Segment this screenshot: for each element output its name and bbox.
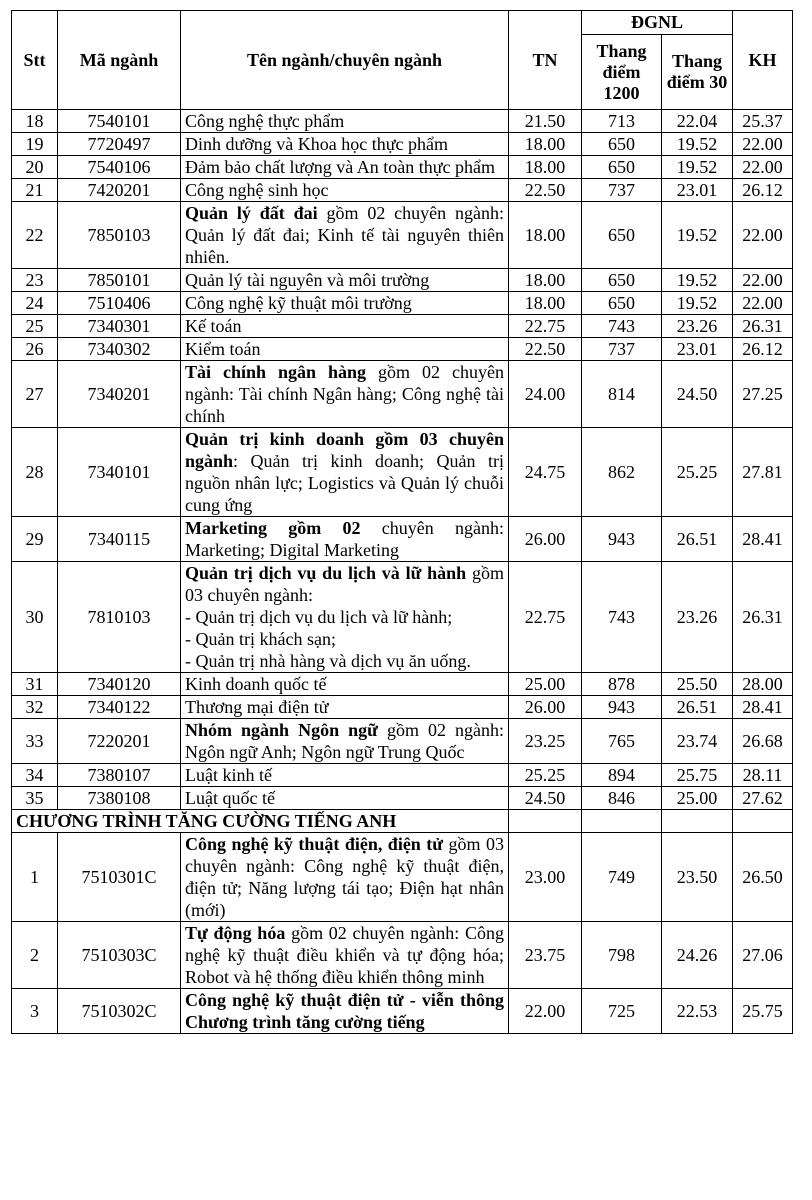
header-kh: KH — [733, 11, 793, 110]
stt-cell: 24 — [12, 292, 58, 315]
table-row — [12, 338, 793, 361]
table-row — [12, 133, 793, 156]
tn-score-cell: 22.50 — [509, 338, 582, 361]
dgnl-1200-cell: 943 — [582, 696, 662, 719]
dgnl-30-cell: 26.51 — [662, 517, 733, 562]
program-name-text: Quản lý tài nguyên và môi trường — [185, 270, 430, 290]
ten-nganh-cell — [181, 110, 509, 133]
dgnl-1200-cell: 725 — [582, 989, 662, 1034]
tn-score-cell: 18.00 — [509, 292, 582, 315]
ma-nganh-cell: 7510406 — [58, 292, 181, 315]
program-name-text: Công nghệ kỹ thuật môi trường — [185, 293, 412, 313]
table-row — [12, 833, 793, 922]
kh-score-cell: 22.00 — [733, 156, 793, 179]
section-row — [12, 810, 793, 833]
dgnl-1200-cell: 713 — [582, 110, 662, 133]
tn-score-cell: 22.75 — [509, 315, 582, 338]
ma-nganh-cell: 7340302 — [58, 338, 181, 361]
empty-cell — [662, 810, 733, 833]
dgnl-1200-cell: 737 — [582, 179, 662, 202]
ten-nganh-cell — [181, 673, 509, 696]
header-thang-diem-1200: Thang điểm 1200 — [582, 35, 662, 110]
ma-nganh-cell: 7340122 — [58, 696, 181, 719]
stt-cell: 23 — [12, 269, 58, 292]
ma-nganh-cell: 7540106 — [58, 156, 181, 179]
program-name-text: gồm 02 chuyên ngành: Quản lý đất đai; Kinh tế tài nguyên thiên nhiên. — [185, 203, 504, 267]
tn-score-cell: 18.00 — [509, 156, 582, 179]
table-header — [12, 11, 793, 110]
tn-score-cell: 21.50 — [509, 110, 582, 133]
program-name-text: : Quản trị kinh doanh; Quản trị nguồn nhân lực; Logistics và Quản lý chuỗi cung ứng — [185, 451, 504, 515]
ten-nganh-cell — [181, 269, 509, 292]
ma-nganh-cell: 7540101 — [58, 110, 181, 133]
ten-nganh-cell — [181, 133, 509, 156]
dgnl-1200-cell: 846 — [582, 787, 662, 810]
table-body — [12, 110, 793, 1034]
empty-cell — [733, 810, 793, 833]
kh-score-cell: 26.68 — [733, 719, 793, 764]
program-name-text: chuyên ngành: Marketing; Digital Marketing — [185, 518, 505, 560]
dgnl-1200-cell: 749 — [582, 833, 662, 922]
dgnl-1200-cell: 743 — [582, 562, 662, 673]
ten-nganh-cell — [181, 179, 509, 202]
empty-cell — [509, 810, 582, 833]
table-row — [12, 110, 793, 133]
kh-score-cell: 22.00 — [733, 269, 793, 292]
program-name-bold: Quản lý đất đai — [185, 203, 318, 223]
dgnl-30-cell: 23.26 — [662, 315, 733, 338]
dgnl-30-cell: 19.52 — [662, 202, 733, 269]
program-name-text: Đảm bảo chất lượng và An toàn thực phẩm — [185, 157, 495, 177]
tn-score-cell: 18.00 — [509, 202, 582, 269]
table-row — [12, 361, 793, 428]
dgnl-30-cell: 19.52 — [662, 292, 733, 315]
table-row — [12, 787, 793, 810]
dgnl-30-cell: 25.75 — [662, 764, 733, 787]
dgnl-1200-cell: 765 — [582, 719, 662, 764]
kh-score-cell: 25.75 — [733, 989, 793, 1034]
stt-cell: 22 — [12, 202, 58, 269]
table-row — [12, 719, 793, 764]
stt-cell: 3 — [12, 989, 58, 1034]
dgnl-30-cell: 19.52 — [662, 133, 733, 156]
program-name-bold: Nhóm ngành Ngôn ngữ — [185, 720, 378, 740]
kh-score-cell: 22.00 — [733, 292, 793, 315]
dgnl-30-cell: 25.25 — [662, 428, 733, 517]
program-name-bold: Quản trị kinh doanh gồm 03 chuyên ngành — [185, 429, 504, 471]
dgnl-1200-cell: 878 — [582, 673, 662, 696]
stt-cell: 29 — [12, 517, 58, 562]
section-title: CHƯƠNG TRÌNH TĂNG CƯỜNG TIẾNG ANH — [12, 810, 509, 833]
stt-cell: 25 — [12, 315, 58, 338]
kh-score-cell: 28.41 — [733, 696, 793, 719]
table-row — [12, 156, 793, 179]
tn-score-cell: 26.00 — [509, 517, 582, 562]
dgnl-1200-cell: 650 — [582, 133, 662, 156]
ten-nganh-cell — [181, 696, 509, 719]
stt-cell: 27 — [12, 361, 58, 428]
table-row — [12, 562, 793, 673]
dgnl-1200-cell: 650 — [582, 269, 662, 292]
kh-score-cell: 27.81 — [733, 428, 793, 517]
dgnl-30-cell: 22.53 — [662, 989, 733, 1034]
program-name-text: Kinh doanh quốc tế — [185, 674, 327, 694]
dgnl-1200-cell: 650 — [582, 202, 662, 269]
table-row — [12, 989, 793, 1034]
ten-nganh-cell — [181, 428, 509, 517]
header-dgnl: ĐGNL — [582, 11, 733, 35]
dgnl-30-cell: 23.26 — [662, 562, 733, 673]
stt-cell: 32 — [12, 696, 58, 719]
ma-nganh-cell: 7420201 — [58, 179, 181, 202]
program-name-bold: Công nghệ kỹ thuật điện, điện tử — [185, 834, 444, 854]
dgnl-30-cell: 24.50 — [662, 361, 733, 428]
program-name-bold: Marketing gồm 02 — [185, 518, 361, 538]
kh-score-cell: 26.31 — [733, 315, 793, 338]
kh-score-cell: 26.31 — [733, 562, 793, 673]
dgnl-1200-cell: 798 — [582, 922, 662, 989]
program-name-text: Công nghệ thực phẩm — [185, 111, 345, 131]
program-name-bold: Quản trị dịch vụ du lịch và lữ hành — [185, 563, 467, 583]
program-name-text: - Quản trị khách sạn; — [185, 629, 336, 649]
kh-score-cell: 28.11 — [733, 764, 793, 787]
dgnl-30-cell: 23.01 — [662, 338, 733, 361]
kh-score-cell: 26.12 — [733, 179, 793, 202]
dgnl-30-cell: 26.51 — [662, 696, 733, 719]
table-row — [12, 922, 793, 989]
tn-score-cell: 22.75 — [509, 562, 582, 673]
tn-score-cell: 22.00 — [509, 989, 582, 1034]
program-name-text: Luật quốc tế — [185, 788, 275, 808]
tn-score-cell: 23.25 — [509, 719, 582, 764]
program-name-bold: Công nghệ kỹ thuật điện tử - viễn thông Chương trình tăng cường tiếng — [185, 990, 504, 1032]
ten-nganh-cell — [181, 338, 509, 361]
table-row — [12, 202, 793, 269]
ma-nganh-cell: 7510303C — [58, 922, 181, 989]
program-name-text: Kiểm toán — [185, 339, 261, 359]
stt-cell: 1 — [12, 833, 58, 922]
program-name-text: Công nghệ sinh học — [185, 180, 329, 200]
ten-nganh-cell — [181, 787, 509, 810]
ten-nganh-cell — [181, 156, 509, 179]
kh-score-cell: 25.37 — [733, 110, 793, 133]
stt-cell: 26 — [12, 338, 58, 361]
dgnl-1200-cell: 862 — [582, 428, 662, 517]
program-name-text: gồm 03 chuyên ngành: — [185, 563, 504, 605]
program-name-text: Luật kinh tế — [185, 765, 272, 785]
dgnl-30-cell: 24.26 — [662, 922, 733, 989]
ma-nganh-cell: 7340120 — [58, 673, 181, 696]
program-name-text: Kế toán — [185, 316, 242, 336]
tn-score-cell: 24.50 — [509, 787, 582, 810]
admission-score-sheet — [11, 10, 793, 1034]
dgnl-30-cell: 25.50 — [662, 673, 733, 696]
table-row — [12, 764, 793, 787]
stt-cell: 28 — [12, 428, 58, 517]
kh-score-cell: 27.06 — [733, 922, 793, 989]
dgnl-1200-cell: 943 — [582, 517, 662, 562]
ten-nganh-cell — [181, 833, 509, 922]
stt-cell: 20 — [12, 156, 58, 179]
kh-score-cell: 22.00 — [733, 133, 793, 156]
program-name-text: Thương mại điện tử — [185, 697, 329, 717]
tn-score-cell: 25.00 — [509, 673, 582, 696]
ma-nganh-cell: 7220201 — [58, 719, 181, 764]
stt-cell: 35 — [12, 787, 58, 810]
ma-nganh-cell: 7340115 — [58, 517, 181, 562]
table-row — [12, 428, 793, 517]
program-name-bold: Tự động hóa — [185, 923, 286, 943]
dgnl-1200-cell: 743 — [582, 315, 662, 338]
tn-score-cell: 23.75 — [509, 922, 582, 989]
program-name-text: gồm 02 chuyên ngành: Công nghệ kỹ thuật điều khiển và tự động hóa; Robot và hệ thống điều khiển thông minh — [185, 923, 504, 987]
dgnl-1200-cell: 814 — [582, 361, 662, 428]
ten-nganh-cell — [181, 361, 509, 428]
program-name-text: gồm 02 ngành: Ngôn ngữ Anh; Ngôn ngữ Trung Quốc — [185, 720, 504, 762]
ma-nganh-cell: 7810103 — [58, 562, 181, 673]
table-row — [12, 179, 793, 202]
tn-score-cell: 18.00 — [509, 269, 582, 292]
table-row — [12, 517, 793, 562]
stt-cell: 2 — [12, 922, 58, 989]
tn-score-cell: 18.00 — [509, 133, 582, 156]
dgnl-1200-cell: 894 — [582, 764, 662, 787]
dgnl-30-cell: 25.00 — [662, 787, 733, 810]
ten-nganh-cell — [181, 562, 509, 673]
tn-score-cell: 22.50 — [509, 179, 582, 202]
program-name-text: gồm 02 chuyên ngành: Tài chính Ngân hàng; Công nghệ tài chính — [185, 362, 504, 426]
ma-nganh-cell: 7340301 — [58, 315, 181, 338]
stt-cell: 18 — [12, 110, 58, 133]
stt-cell: 21 — [12, 179, 58, 202]
kh-score-cell: 26.12 — [733, 338, 793, 361]
program-name-text: gồm 03 chuyên ngành: Công nghệ kỹ thuật điện, điện tử; Năng lượng tái tạo; Điện hạt nhân (mới) — [185, 834, 504, 920]
empty-cell — [582, 810, 662, 833]
stt-cell: 33 — [12, 719, 58, 764]
table-row — [12, 269, 793, 292]
ten-nganh-cell — [181, 315, 509, 338]
kh-score-cell: 28.41 — [733, 517, 793, 562]
program-name-text: - Quản trị nhà hàng và dịch vụ ăn uống. — [185, 651, 471, 671]
dgnl-30-cell: 19.52 — [662, 269, 733, 292]
ma-nganh-cell: 7850101 — [58, 269, 181, 292]
ma-nganh-cell: 7380108 — [58, 787, 181, 810]
kh-score-cell: 27.62 — [733, 787, 793, 810]
stt-cell: 31 — [12, 673, 58, 696]
ten-nganh-cell — [181, 922, 509, 989]
dgnl-1200-cell: 737 — [582, 338, 662, 361]
tn-score-cell: 23.00 — [509, 833, 582, 922]
table-row — [12, 315, 793, 338]
kh-score-cell: 26.50 — [733, 833, 793, 922]
ma-nganh-cell: 7510302C — [58, 989, 181, 1034]
header-ma-nganh: Mã ngành — [58, 11, 181, 110]
ma-nganh-cell: 7720497 — [58, 133, 181, 156]
stt-cell: 19 — [12, 133, 58, 156]
kh-score-cell: 27.25 — [733, 361, 793, 428]
ma-nganh-cell: 7380107 — [58, 764, 181, 787]
ma-nganh-cell: 7340201 — [58, 361, 181, 428]
program-name-text: - Quản trị dịch vụ du lịch và lữ hành; — [185, 607, 453, 627]
table-row — [12, 696, 793, 719]
kh-score-cell: 22.00 — [733, 202, 793, 269]
admission-score-table — [11, 10, 793, 1034]
ma-nganh-cell: 7850103 — [58, 202, 181, 269]
ten-nganh-cell — [181, 719, 509, 764]
stt-cell: 34 — [12, 764, 58, 787]
dgnl-30-cell: 19.52 — [662, 156, 733, 179]
header-stt: Stt — [12, 11, 58, 110]
ma-nganh-cell: 7510301C — [58, 833, 181, 922]
kh-score-cell: 28.00 — [733, 673, 793, 696]
dgnl-30-cell: 22.04 — [662, 110, 733, 133]
ten-nganh-cell — [181, 764, 509, 787]
dgnl-30-cell: 23.74 — [662, 719, 733, 764]
table-row — [12, 673, 793, 696]
ma-nganh-cell: 7340101 — [58, 428, 181, 517]
dgnl-1200-cell: 650 — [582, 156, 662, 179]
ten-nganh-cell — [181, 292, 509, 315]
dgnl-30-cell: 23.50 — [662, 833, 733, 922]
ten-nganh-cell — [181, 202, 509, 269]
tn-score-cell: 24.75 — [509, 428, 582, 517]
program-name-bold: Tài chính ngân hàng — [185, 362, 367, 382]
stt-cell: 30 — [12, 562, 58, 673]
tn-score-cell: 24.00 — [509, 361, 582, 428]
header-thang-diem-30: Thang điểm 30 — [662, 35, 733, 110]
header-tn: TN — [509, 11, 582, 110]
ten-nganh-cell — [181, 517, 509, 562]
table-row — [12, 292, 793, 315]
header-ten-nganh: Tên ngành/chuyên ngành — [181, 11, 509, 110]
tn-score-cell: 26.00 — [509, 696, 582, 719]
dgnl-1200-cell: 650 — [582, 292, 662, 315]
program-name-text: Dinh dưỡng và Khoa học thực phẩm — [185, 134, 448, 154]
dgnl-30-cell: 23.01 — [662, 179, 733, 202]
tn-score-cell: 25.25 — [509, 764, 582, 787]
ten-nganh-cell — [181, 989, 509, 1034]
